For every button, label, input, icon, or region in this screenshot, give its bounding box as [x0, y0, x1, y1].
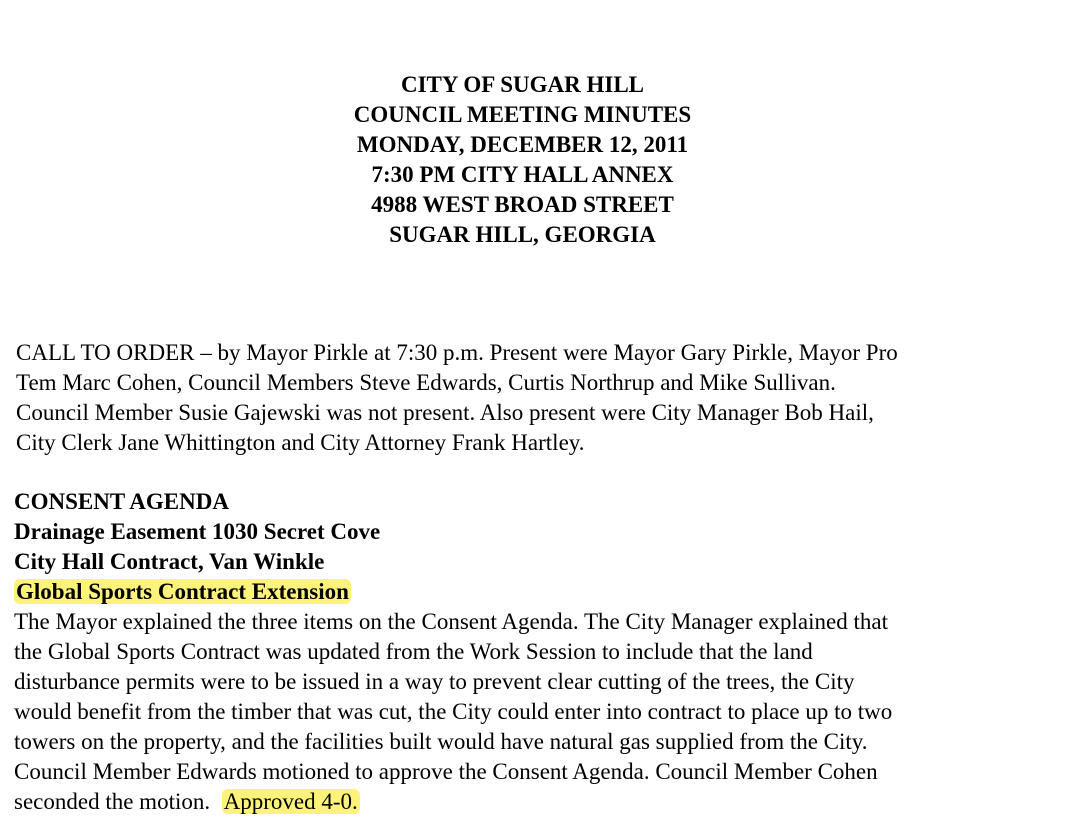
call-to-order-line: City Clerk Jane Whittington and City Attorney Frank Hartley. — [16, 430, 585, 455]
header-meeting-date: MONDAY, DECEMBER 12, 2011 — [356, 132, 689, 157]
consent-agenda-body — [14, 607, 892, 817]
header-meeting-time-location: 7:30 PM CITY HALL ANNEX — [371, 162, 674, 187]
consent-body-line: towers on the property, and the facilities built would have natural gas supplied from the City. — [14, 729, 868, 754]
consent-body-line: would benefit from the timber that was cut, the City could enter into contract to place up to two — [14, 699, 893, 724]
call-to-order-paragraph — [16, 338, 898, 458]
call-to-order-line: Council Member Susie Gajewski was not present. Also present were City Manager Bob Hail, — [16, 400, 874, 425]
call-to-order-line: CALL TO ORDER – by Mayor Pirkle at 7:30 p.m. Present were Mayor Gary Pirkle, Mayor Pro — [16, 340, 898, 365]
consent-item-drainage-easement: Drainage Easement 1030 Secret Cove — [14, 519, 381, 544]
header-city-state: SUGAR HILL, GEORGIA — [389, 222, 656, 247]
consent-agenda-heading: CONSENT AGENDA — [14, 489, 229, 514]
consent-body-line: disturbance permits were to be issued in a way to prevent clear cutting of the trees, the City — [14, 669, 855, 694]
consent-item-city-hall-contract: City Hall Contract, Van Winkle — [14, 549, 325, 574]
consent-item-global-sports-highlighted: Global Sports Contract Extension — [16, 579, 349, 604]
call-to-order-line: Tem Marc Cohen, Council Members Steve Edwards, Curtis Northrup and Mike Sullivan. — [16, 370, 836, 395]
seconded-text: seconded the motion. — [14, 789, 222, 814]
consent-body-line: Council Member Edwards motioned to approve the Consent Agenda. Council Member Cohen — [14, 759, 878, 784]
header-street-address: 4988 WEST BROAD STREET — [371, 192, 674, 217]
consent-agenda-heading-block — [14, 487, 380, 607]
consent-body-last-line — [14, 787, 892, 817]
consent-body-line: the Global Sports Contract was updated from the Work Session to include that the land — [14, 639, 813, 664]
consent-item-line — [14, 577, 380, 607]
header-city-name: CITY OF SUGAR HILL — [400, 72, 645, 97]
consent-body-line: The Mayor explained the three items on the Consent Agenda. The City Manager explained that — [14, 609, 888, 634]
document-header — [0, 70, 1045, 250]
vote-result-highlighted: Approved 4-0. — [223, 789, 358, 814]
header-document-title: COUNCIL MEETING MINUTES — [353, 102, 692, 127]
